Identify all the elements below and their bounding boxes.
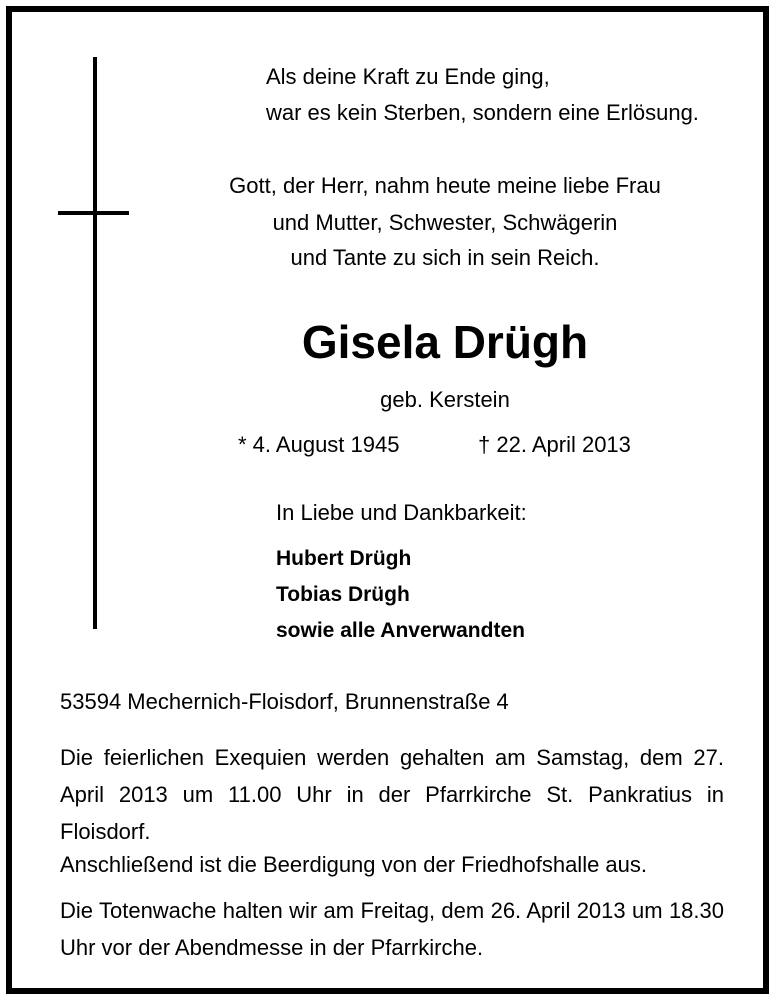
verse-line-2: war es kein Sterben, sondern eine Erlösung.: [266, 100, 699, 125]
mourner-name: Hubert Drügh: [276, 547, 412, 570]
deceased-name: Gisela Drügh: [301, 316, 589, 368]
verse-line-1: Als deine Kraft zu Ende ging,: [266, 64, 550, 89]
family-address: 53594 Mechernich-Floisdorf, Brunnenstraße 4: [60, 689, 509, 714]
obituary-frame: [6, 6, 769, 994]
burial-info-paragraph: Anschließend ist die Beerdigung von der Friedhofshalle aus.: [60, 852, 648, 877]
message-line-1: Gott, der Herr, nahm heute meine liebe Frau: [229, 173, 661, 198]
maiden-name: geb. Kerstein: [380, 387, 510, 412]
service-info-paragraph: Die feierlichen Exequien werden gehalten am Samstag, dem 27. April 2013 um 11.00 Uhr in der Pfarrkirche St. Pankratius in Floisdorf.: [60, 745, 724, 844]
message-line-3: und Tante zu sich in sein Reich.: [290, 245, 600, 270]
mourner-name: sowie alle Anverwandten: [276, 619, 525, 642]
death-date: † 22. April 2013: [478, 432, 631, 457]
mourner-name: Tobias Drügh: [276, 583, 410, 606]
wake-info-paragraph: Die Totenwache halten wir am Freitag, dem 26. April 2013 um 18.30 Uhr vor der Abendmesse in der Pfarrkirche.: [60, 898, 724, 960]
mourners-intro: In Liebe und Dankbarkeit:: [276, 500, 527, 525]
message-line-2: und Mutter, Schwester, Schwägerin: [272, 210, 618, 235]
birth-date: * 4. August 1945: [238, 432, 400, 457]
